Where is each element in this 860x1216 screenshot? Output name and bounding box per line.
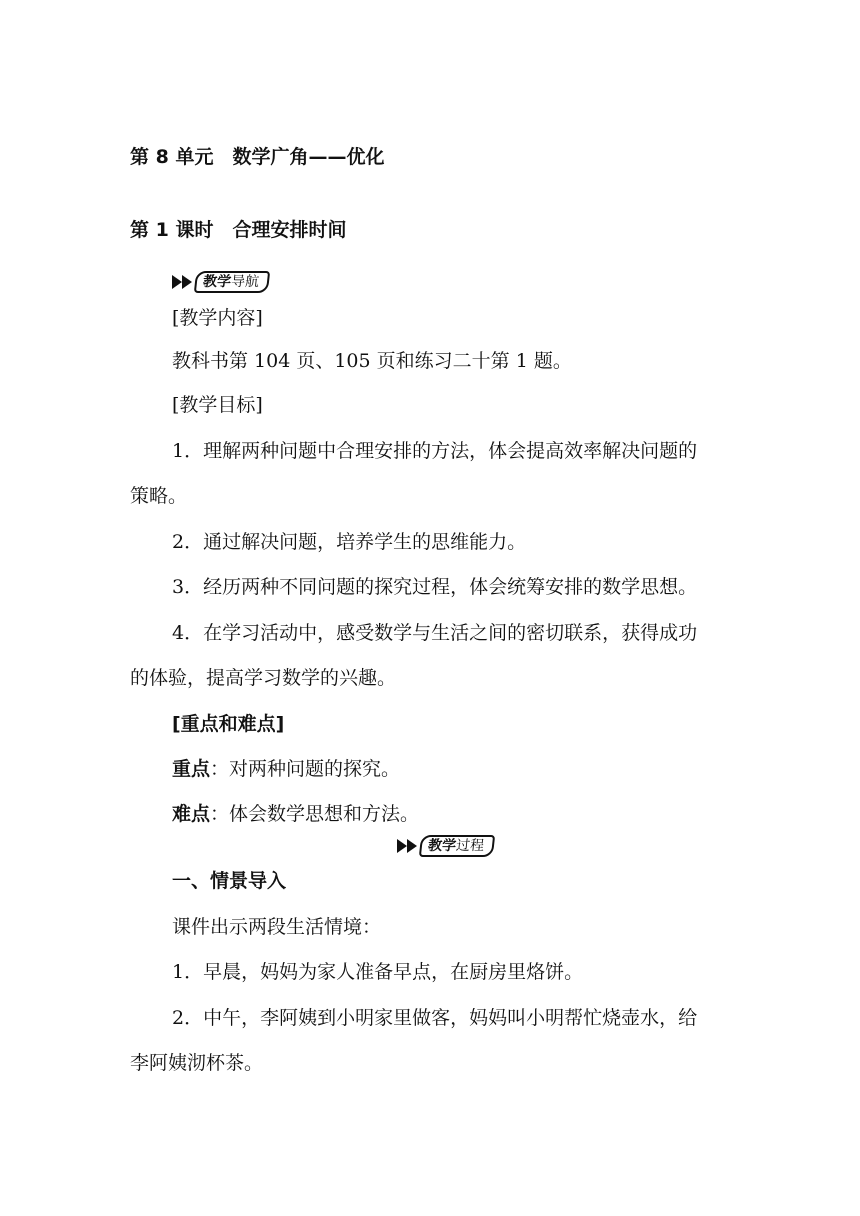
goal-1-line-1: 1．理解两种问题中合理安排的方法，体会提高效率解决问题的 <box>172 440 698 462</box>
key-text: ：对两种问题的探究。 <box>210 758 401 780</box>
goal-4-line-1: 4．在学习活动中，感受数学与生活之间的密切联系，获得成功 <box>172 622 698 644</box>
difficulty-point <box>172 802 419 826</box>
process-badge-thin-text: 过程 <box>455 838 485 854</box>
scenario-2-line-2: 李阿姨沏杯茶。 <box>130 1052 264 1074</box>
unit-title: 第 8 单元 数学广角——优化 <box>130 146 385 168</box>
process-badge-label <box>419 835 495 857</box>
content-heading: [教学内容] <box>172 307 263 329</box>
content-text: 教科书第 104 页、105 页和练习二十第 1 题。 <box>172 350 572 372</box>
key-point <box>172 757 400 781</box>
teaching-nav-badge <box>172 270 269 294</box>
difficulty-text: ：体会数学思想和方法。 <box>210 803 420 825</box>
nav-badge-thin-text: 导航 <box>230 274 260 290</box>
difficulty-label: 难点 <box>172 803 211 825</box>
goal-4-line-2: 的体验，提高学习数学的兴趣。 <box>130 667 397 689</box>
lesson-title: 第 1 课时 合理安排时间 <box>130 219 347 241</box>
process-badge-bold-text: 教学 <box>427 838 457 854</box>
goal-2: 2．通过解决问题，培养学生的思维能力。 <box>172 531 527 553</box>
scenario-1: 1．早晨，妈妈为家人准备早点，在厨房里烙饼。 <box>172 961 584 983</box>
section-1-heading: 一、情景导入 <box>172 870 287 892</box>
double-arrow-icon <box>397 837 419 855</box>
scenario-2-line-1: 2．中午，李阿姨到小明家里做客，妈妈叫小明帮忙烧壶水，给 <box>172 1007 698 1029</box>
nav-badge-label <box>194 271 270 293</box>
goal-1-line-2: 策略。 <box>130 485 188 507</box>
key-label: 重点 <box>172 758 211 780</box>
goal-3: 3．经历两种不同问题的探究过程，体会统筹安排的数学思想。 <box>172 576 698 598</box>
intro-text: 课件出示两段生活情境： <box>172 916 382 938</box>
goals-heading: [教学目标] <box>172 394 263 416</box>
keypoints-heading: [重点和难点] <box>172 713 285 735</box>
teaching-process-badge <box>397 834 494 858</box>
nav-badge-bold-text: 教学 <box>202 274 232 290</box>
double-arrow-icon <box>172 273 194 291</box>
